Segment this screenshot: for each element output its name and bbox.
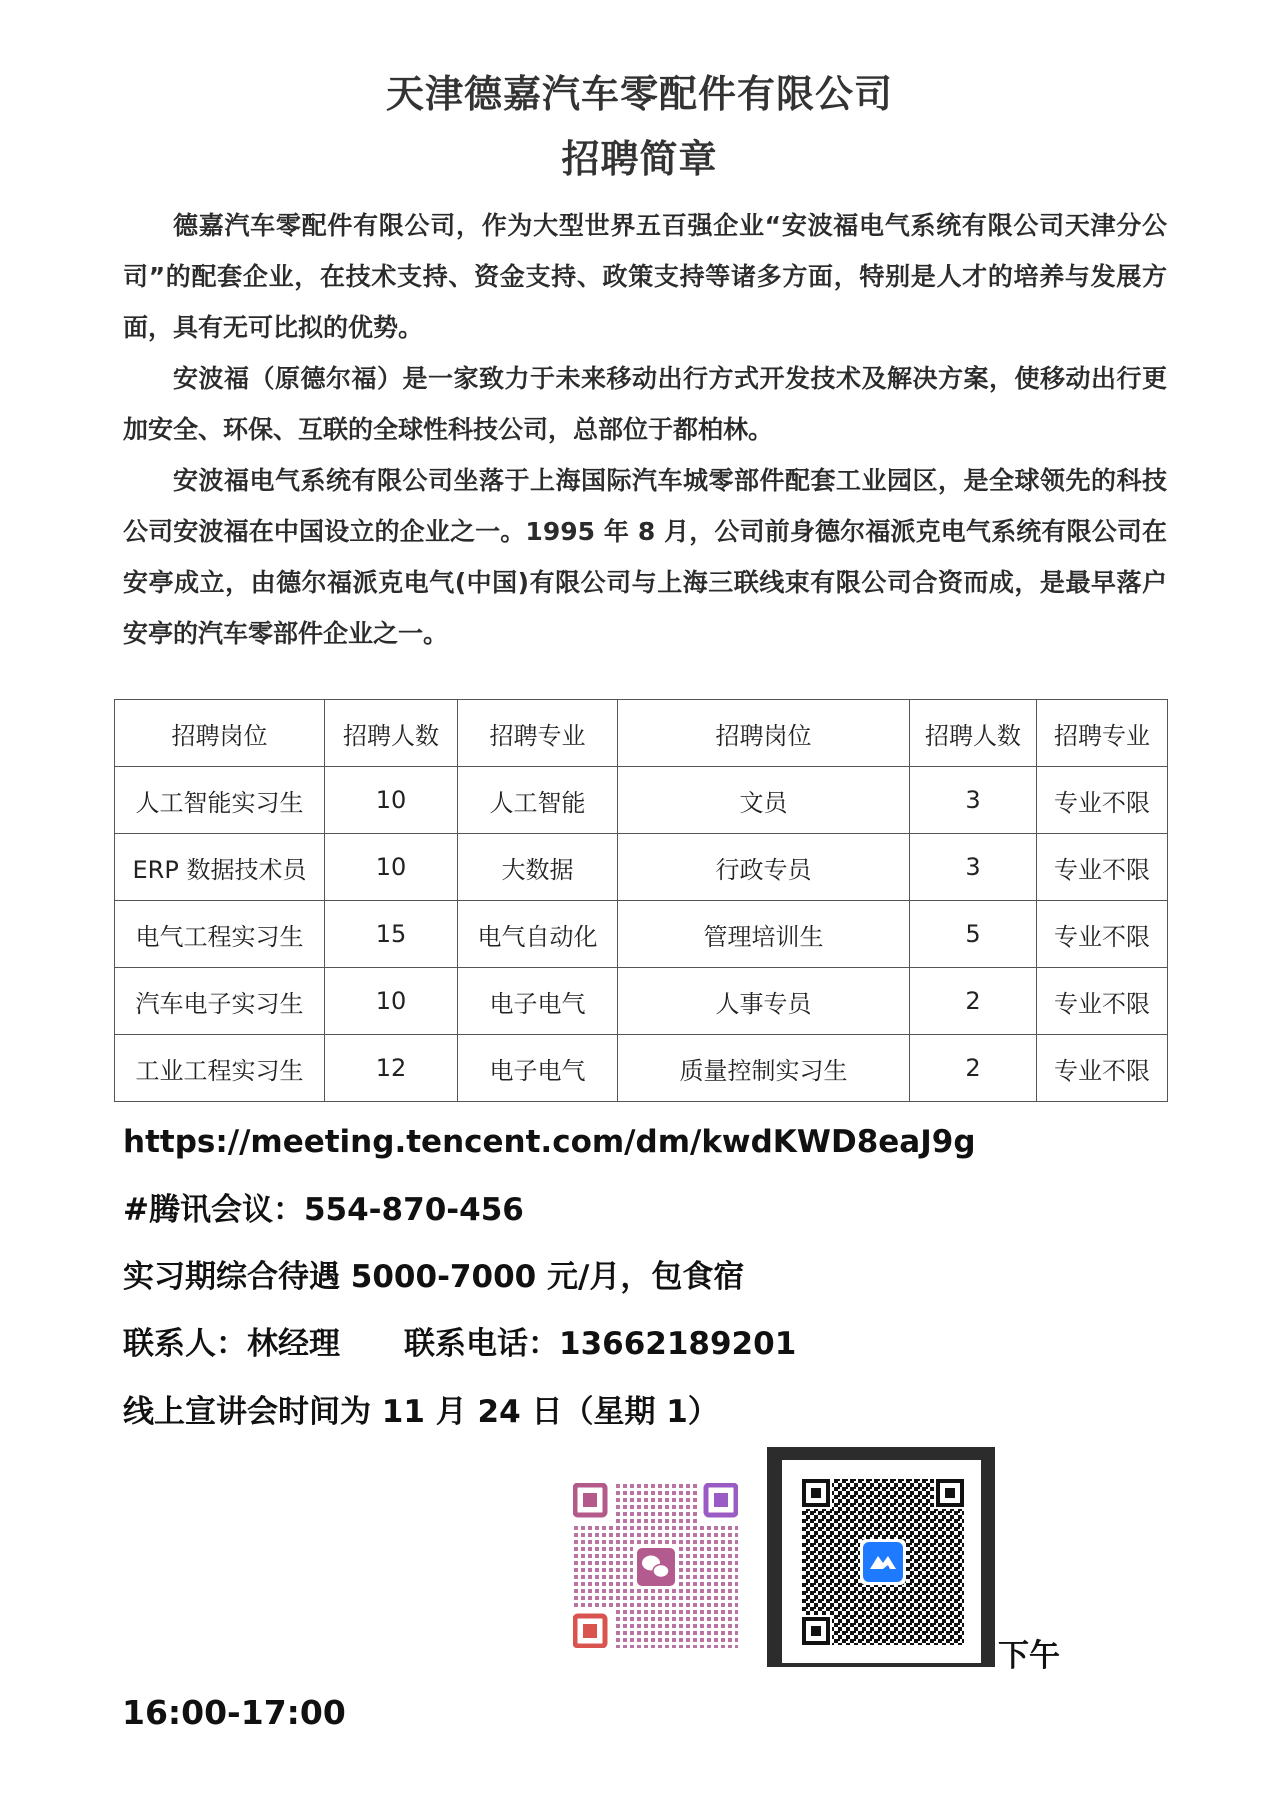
table-cell: 质量控制实习生 — [618, 1035, 910, 1102]
table-cell: 人工智能实习生 — [115, 767, 325, 834]
table-cell: 10 — [325, 767, 458, 834]
table-cell: 电子电气 — [458, 968, 618, 1035]
contact-person: 联系人：林经理 — [123, 1326, 340, 1362]
intro-paragraph: 安波福（原德尔福）是一家致力于未来移动出行方式开发技术及解决方案，使移动出行更加安全、环保、互联的全球性科技公司，总部位于都柏林。 — [123, 364, 1167, 444]
table-cell: 3 — [910, 834, 1037, 901]
table-cell: 专业不限 — [1037, 901, 1168, 968]
table-header-row — [115, 700, 1168, 767]
table-cell: 电子电气 — [458, 1035, 618, 1102]
header-cell: 招聘专业 — [458, 700, 618, 767]
intro-paragraph: 德嘉汽车零配件有限公司，作为大型世界五百强企业“安波福电气系统有限公司天津分公司”的配套企业，在技术支持、资金支持、政策支持等诸多方面，特别是人才的培养与发展方面，具有无可比拟的优势。 — [123, 211, 1167, 342]
table-cell: 5 — [910, 901, 1037, 968]
intro-paragraph: 安波福电气系统有限公司坐落于上海国际汽车城零部件配套工业园区，是全球领先的科技公司安波福在中国设立的企业之一。1995 年 8 月，公司前身德尔福派克电气系统有限公司在安亭成立，由德尔福派克电气(中国)有限公司与上海三联线束有限公司合资而成，是最早落户安亭的汽车零部件企业之一。 — [123, 466, 1167, 648]
table-cell: 人事专员 — [618, 968, 910, 1035]
session-date: 线上宣讲会时间为 11 月 24 日（星期 1） — [123, 1394, 719, 1430]
table-cell: 汽车电子实习生 — [115, 968, 325, 1035]
table-row — [115, 834, 1168, 901]
contact-phone[interactable]: 联系电话：13662189201 — [404, 1326, 797, 1362]
session-time: 16:00-17:00 — [122, 1693, 346, 1732]
meeting-link[interactable]: https://meeting.tencent.com/dm/kwdKWD8eaJ9g — [123, 1124, 976, 1160]
table-cell: 专业不限 — [1037, 1035, 1168, 1102]
table-cell: 专业不限 — [1037, 767, 1168, 834]
meeting-id: #腾讯会议：554-870-456 — [123, 1192, 524, 1228]
table-cell: 大数据 — [458, 834, 618, 901]
table-cell: 行政专员 — [618, 834, 910, 901]
tencent-meeting-qr-code — [802, 1479, 964, 1645]
table-row — [115, 767, 1168, 834]
company-title: 天津德嘉汽车零配件有限公司 — [385, 72, 893, 116]
table-cell: ERP 数据技术员 — [115, 834, 325, 901]
wechat-icon — [637, 1548, 675, 1586]
wechat-qr-code — [573, 1483, 738, 1648]
table-cell: 专业不限 — [1037, 834, 1168, 901]
table-cell: 专业不限 — [1037, 968, 1168, 1035]
header-cell: 招聘人数 — [910, 700, 1037, 767]
contact-info — [123, 1324, 796, 1364]
header-cell: 招聘岗位 — [115, 700, 325, 767]
afternoon-label: 下午 — [998, 1638, 1060, 1674]
table-cell: 2 — [910, 1035, 1037, 1102]
tencent-meeting-icon — [863, 1542, 903, 1582]
table-cell: 3 — [910, 767, 1037, 834]
header-cell: 招聘专业 — [1037, 700, 1168, 767]
positions-table — [114, 699, 1168, 1102]
table-cell: 管理培训生 — [618, 901, 910, 968]
table-row — [115, 968, 1168, 1035]
table-cell: 电气工程实习生 — [115, 901, 325, 968]
qr-code-icon — [802, 1479, 964, 1645]
salary-info: 实习期综合待遇 5000-7000 元/月，包食宿 — [123, 1259, 745, 1295]
table-cell: 15 — [325, 901, 458, 968]
qr-code-icon — [573, 1483, 738, 1648]
table-cell: 10 — [325, 834, 458, 901]
header-cell: 招聘人数 — [325, 700, 458, 767]
table-cell: 人工智能 — [458, 767, 618, 834]
header-cell: 招聘岗位 — [618, 700, 910, 767]
table-cell: 文员 — [618, 767, 910, 834]
table-cell: 工业工程实习生 — [115, 1035, 325, 1102]
table-cell: 电气自动化 — [458, 901, 618, 968]
table-cell: 2 — [910, 968, 1037, 1035]
table-cell: 12 — [325, 1035, 458, 1102]
table-row — [115, 901, 1168, 968]
table-cell: 10 — [325, 968, 458, 1035]
company-introduction — [123, 200, 1167, 659]
table-row — [115, 1035, 1168, 1102]
document-subtitle: 招聘简章 — [561, 137, 718, 181]
